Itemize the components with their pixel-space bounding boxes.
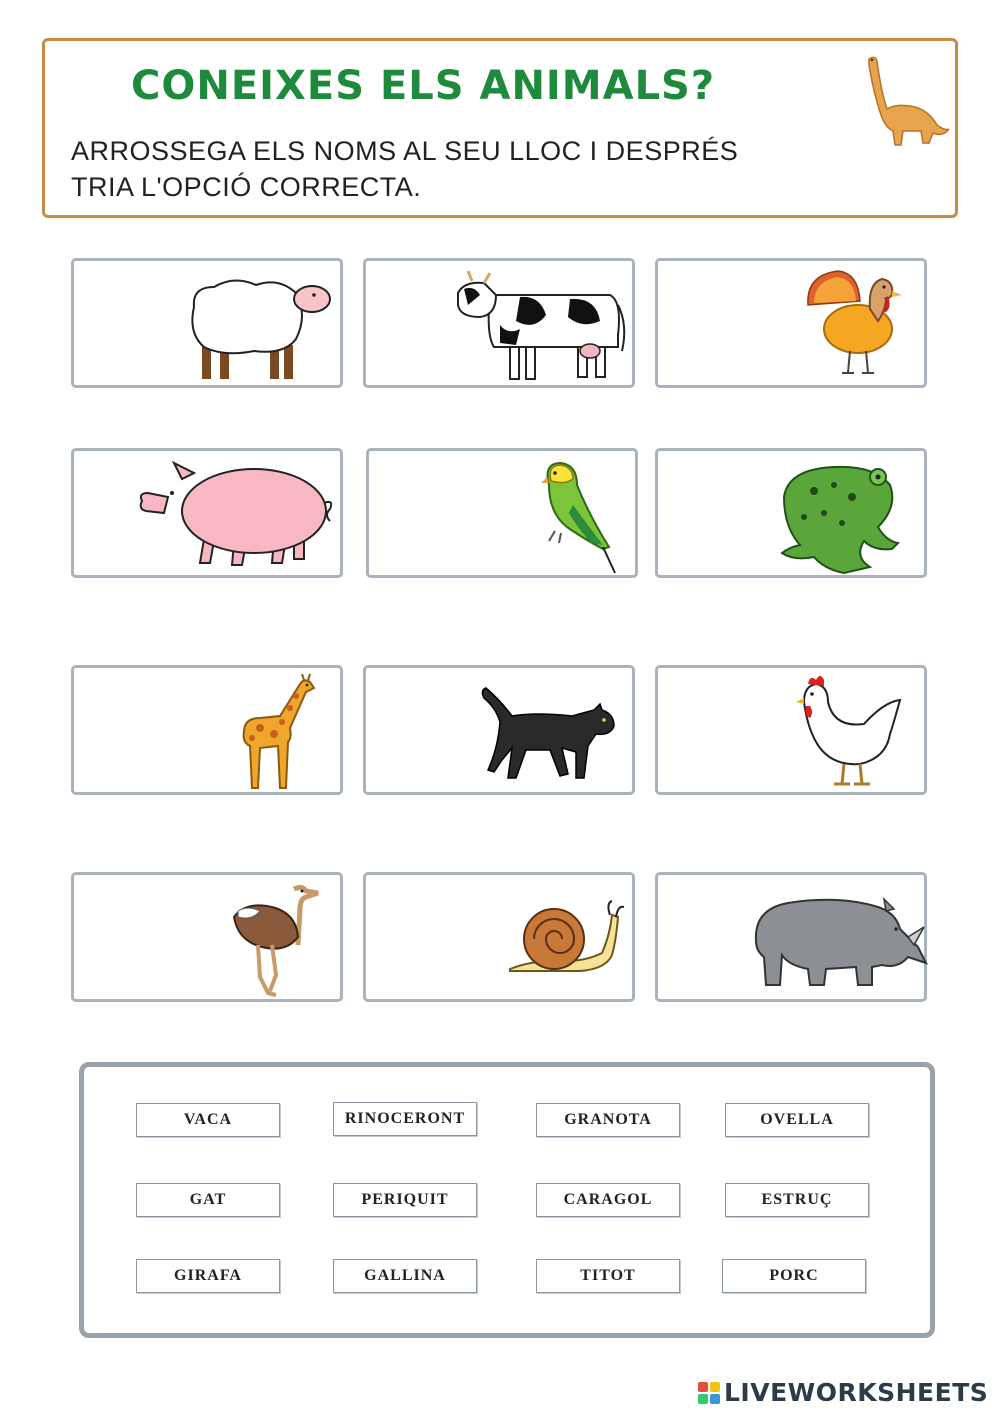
parakeet-icon [529,455,619,575]
drop-card-hen[interactable] [655,665,927,795]
drop-card-turkey[interactable] [655,258,927,388]
header-box [42,38,958,218]
drop-card-cow[interactable] [363,258,635,388]
instructions [71,133,738,205]
word-tile-vaca[interactable]: VACA [136,1103,280,1137]
word-tile-periquit[interactable]: PERIQUIT [333,1183,477,1217]
drop-card-parakeet[interactable] [366,448,638,578]
word-tile-porc[interactable]: PORC [722,1259,866,1293]
instruction-line-2: TRIA L'OPCIÓ CORRECTA. [71,172,422,202]
brand-logo[interactable] [698,1378,988,1407]
instruction-line-1: ARROSSEGA ELS NOMS AL SEU LLOC I DESPRÉS [71,136,739,166]
word-tile-gat[interactable]: GAT [136,1183,280,1217]
sheep-icon [184,267,334,382]
word-tile-granota[interactable]: GRANOTA [536,1103,680,1137]
liveworksheets-logo-icon [698,1382,720,1404]
hen-icon [794,672,906,794]
drop-card-snail[interactable] [363,872,635,1002]
frog-icon [774,457,904,577]
drop-card-sheep[interactable] [71,258,343,388]
drop-card-rhinoceros[interactable] [655,872,927,1002]
brand-name: LIVEWORKSHEETS [724,1378,989,1407]
drop-card-giraffe[interactable] [71,665,343,795]
cat-icon [476,674,626,789]
word-tile-rinoceront[interactable]: RINOCERONT [333,1102,477,1136]
page-title: CONEIXES ELS ANIMALS? [131,63,716,109]
drop-card-pig[interactable] [71,448,343,578]
giraffe-icon [230,672,320,794]
word-tile-girafa[interactable]: GIRAFA [136,1259,280,1293]
ostrich-icon [224,881,324,1001]
word-tile-caragol[interactable]: CARAGOL [536,1183,680,1217]
pig-icon [134,459,334,574]
drop-card-cat[interactable] [363,665,635,795]
word-tile-titot[interactable]: TITOT [536,1259,680,1293]
word-tile-gallina[interactable]: GALLINA [333,1259,477,1293]
word-tile-estru[interactable]: ESTRUÇ [725,1183,869,1217]
turkey-icon [798,265,908,380]
word-tile-ovella[interactable]: OVELLA [725,1103,869,1137]
dinosaur-icon [857,51,952,151]
cow-icon [450,265,630,385]
rhinoceros-icon [748,885,928,995]
snail-icon [506,895,626,985]
drop-card-frog[interactable] [655,448,927,578]
drop-card-ostrich[interactable] [71,872,343,1002]
